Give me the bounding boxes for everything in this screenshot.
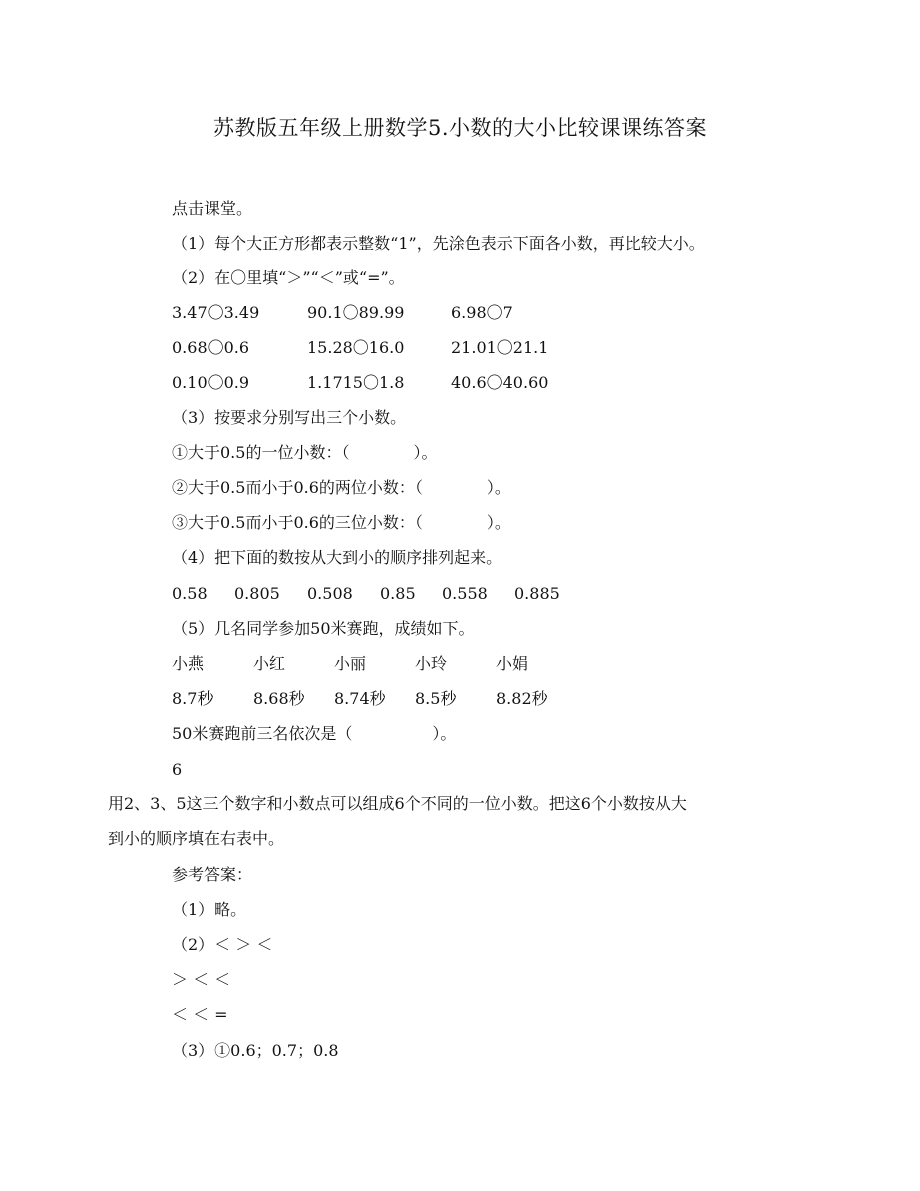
runner-time: 8.5秒 <box>415 689 457 708</box>
runner-name: 小玲 <box>415 654 448 673</box>
question-3-item: ③大于0.5而小于0.6的三位小数：（ ）。 <box>172 513 511 532</box>
runner-time: 8.68秒 <box>253 689 305 708</box>
compare-item: 3.47〇3.49 <box>172 303 260 322</box>
compare-item: 40.6〇40.60 <box>451 373 549 392</box>
question-5: （5）几名同学参加50米赛跑，成绩如下。 <box>172 619 475 638</box>
number-item: 0.58 <box>172 584 208 603</box>
page-title: 苏教版五年级上册数学5.小数的大小比较课课练答案 <box>212 116 708 140</box>
compare-item: 0.68〇0.6 <box>172 338 250 357</box>
question-6-number: 6 <box>172 760 183 779</box>
compare-item: 6.98〇7 <box>451 303 513 322</box>
question-4: （4）把下面的数按从大到小的顺序排列起来。 <box>172 548 503 567</box>
runner-names-row <box>172 653 772 675</box>
intro-text: 点击课堂。 <box>172 199 253 218</box>
answer-line: （1）略。 <box>172 900 247 919</box>
runner-time: 8.82秒 <box>496 689 548 708</box>
answer-line: （2）＜ ＞ ＜ <box>172 935 273 954</box>
answer-line: （3）①0.6；0.7；0.8 <box>172 1041 339 1060</box>
runner-time: 8.74秒 <box>334 689 386 708</box>
number-list <box>172 583 772 605</box>
compare-row <box>172 372 772 394</box>
runner-name: 小娟 <box>496 654 529 673</box>
question-1: （1）每个大正方形都表示整数“1”，先涂色表示下面各小数，再比较大小。 <box>172 234 705 253</box>
runner-time: 8.7秒 <box>172 689 214 708</box>
number-item: 0.508 <box>307 584 353 603</box>
question-6-text: 用2、3、5这三个数字和小数点可以组成6个不同的一位小数。把这6个小数按从大 <box>108 794 687 813</box>
answer-line: ＞ ＜ ＜ <box>172 970 231 989</box>
number-item: 0.558 <box>442 584 488 603</box>
compare-row <box>172 337 772 359</box>
number-item: 0.85 <box>380 584 416 603</box>
question-2: （2）在〇里填“＞”“＜”或“=”。 <box>172 268 405 287</box>
question-5-answer-line: 50米赛跑前三名依次是（ ）。 <box>172 724 457 743</box>
number-item: 0.885 <box>514 584 560 603</box>
compare-item: 21.01〇21.1 <box>451 338 549 357</box>
runner-times-row <box>172 688 772 710</box>
question-3: （3）按要求分别写出三个小数。 <box>172 408 407 427</box>
runner-name: 小丽 <box>334 654 367 673</box>
answer-line: ＜ ＜ = <box>172 1005 228 1024</box>
compare-item: 15.28〇16.0 <box>307 338 405 357</box>
compare-row <box>172 302 772 324</box>
compare-item: 90.1〇89.99 <box>307 303 405 322</box>
runner-name: 小红 <box>253 654 286 673</box>
compare-item: 0.10〇0.9 <box>172 373 250 392</box>
question-3-item: ②大于0.5而小于0.6的两位小数：（ ）。 <box>172 478 511 497</box>
question-3-item: ①大于0.5的一位小数：（ ）。 <box>172 443 438 462</box>
compare-item: 1.1715〇1.8 <box>307 373 405 392</box>
number-item: 0.805 <box>234 584 280 603</box>
question-6-text: 到小的顺序填在右表中。 <box>108 829 285 848</box>
runner-name: 小燕 <box>172 654 205 673</box>
answers-label: 参考答案： <box>172 865 253 884</box>
